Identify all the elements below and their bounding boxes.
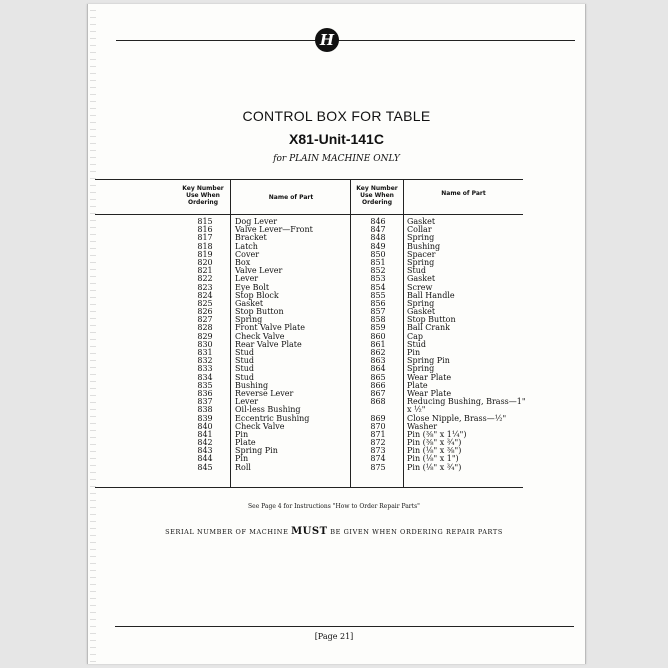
part-key-number: 845 xyxy=(197,462,213,472)
machine-note: for PLAIN MACHINE ONLY xyxy=(273,154,400,164)
part-key-number: 853 xyxy=(370,274,386,284)
part-name: Eccentric Bushing xyxy=(235,413,310,423)
part-key-number: 815 xyxy=(197,217,213,226)
part-key-number: 871 xyxy=(370,429,386,439)
part-name: Oil-less Bushing xyxy=(235,405,301,415)
company-logo-icon: H xyxy=(315,28,339,52)
part-name: Spring xyxy=(407,298,435,308)
part-name: Eye Bolt xyxy=(235,282,270,292)
part-key-number: 874 xyxy=(370,454,386,464)
part-name: Collar xyxy=(407,225,432,235)
part-key-number: 826 xyxy=(197,307,213,317)
part-name: Gasket xyxy=(235,298,264,308)
part-key-number: 842 xyxy=(197,438,213,448)
part-name: Stud xyxy=(235,348,254,357)
part-name: Roll xyxy=(235,462,251,472)
part-key-number: 828 xyxy=(197,323,213,333)
part-name: Stud xyxy=(407,339,426,349)
part-key-number: 867 xyxy=(370,388,386,398)
part-name: Latch xyxy=(235,241,258,251)
part-name: Pin (⅛" x ⅜") xyxy=(407,446,462,456)
part-name: Spring Pin xyxy=(407,356,450,366)
part-key-number: 834 xyxy=(197,372,213,382)
part-name: Plate xyxy=(407,380,428,390)
header-line: Ordering xyxy=(187,199,218,206)
part-key-number: 836 xyxy=(197,388,213,398)
part-name: Ball Crank xyxy=(407,323,451,333)
part-key-number: 839 xyxy=(197,413,213,423)
page-number: [Page 21] xyxy=(314,632,354,641)
part-name: Check Valve xyxy=(235,331,285,341)
part-name: Pin (⅛" x 1") xyxy=(407,454,459,464)
part-name: Rear Valve Plate xyxy=(235,339,302,349)
page-title: CONTROL BOX FOR TABLE xyxy=(242,108,431,124)
part-name: Ball Handle xyxy=(407,290,455,300)
part-key-number: 873 xyxy=(370,446,386,456)
part-key-number: 837 xyxy=(197,397,213,407)
part-key-number: 849 xyxy=(370,241,386,251)
part-name: Stud xyxy=(235,364,254,374)
part-name-header: Name of Part xyxy=(268,194,314,201)
part-name: Screw xyxy=(407,282,433,292)
key-number-header xyxy=(175,185,231,206)
part-key-number: 831 xyxy=(197,348,213,357)
header-line: Use When xyxy=(186,192,220,199)
part-name: Pin xyxy=(235,429,249,439)
part-key-number: 816 xyxy=(197,225,213,235)
table-bottom-rule xyxy=(95,487,523,488)
part-key-number: 833 xyxy=(197,364,213,374)
key-number-header xyxy=(351,185,403,206)
serial-notice xyxy=(0,526,668,537)
part-key-number: 856 xyxy=(370,298,386,308)
part-key-number: 838 xyxy=(197,405,213,415)
table-top-rule xyxy=(95,179,523,180)
part-name: Spring xyxy=(407,257,435,267)
part-name: Cap xyxy=(407,331,424,341)
part-key-number: 870 xyxy=(370,421,386,431)
part-name: Pin xyxy=(407,348,421,357)
part-key-number: 850 xyxy=(370,249,386,259)
part-key-number: 829 xyxy=(197,331,213,341)
header-line: Use When xyxy=(360,192,394,199)
part-key-number: 868 xyxy=(370,397,386,407)
part-name: Stud xyxy=(235,372,254,382)
bottom-rule xyxy=(115,626,574,627)
part-name: Bracket xyxy=(235,233,267,243)
part-name: Dog Lever xyxy=(235,217,278,226)
part-key-number: 855 xyxy=(370,290,386,300)
part-name: Reducing Bushing, Brass—1" xyxy=(407,397,526,407)
part-name: Stop Button xyxy=(407,315,456,325)
serial-emphasis: MUST xyxy=(291,526,328,537)
table-header-rule xyxy=(95,214,523,215)
top-rule xyxy=(116,40,575,41)
serial-notice-text: BE GIVEN WHEN ORDERING REPAIR PARTS xyxy=(330,528,503,536)
part-key-number: 830 xyxy=(197,339,213,349)
part-key-number: 841 xyxy=(197,429,213,439)
part-key-number: 860 xyxy=(370,331,386,341)
part-key-number: 835 xyxy=(197,380,213,390)
part-key-number: 820 xyxy=(197,257,213,267)
part-name: Stud xyxy=(407,266,426,276)
instructions-note: See Page 4 for Instructions "How to Order Repair Parts" xyxy=(248,503,420,510)
part-name: Wear Plate xyxy=(407,388,452,398)
part-name: Valve Lever—Front xyxy=(235,225,313,235)
left-key-column xyxy=(190,218,220,472)
part-key-number: 832 xyxy=(197,356,213,366)
part-name: Wear Plate xyxy=(407,372,452,382)
part-name: Close Nipple, Brass—½" xyxy=(407,413,507,423)
part-key-number: 827 xyxy=(197,315,213,325)
part-name-header: Name of Part xyxy=(441,190,486,197)
part-name: Valve Lever xyxy=(235,266,283,276)
part-key-number: 818 xyxy=(197,241,213,251)
part-name: x ½" xyxy=(407,405,426,415)
part-name: Spring xyxy=(407,233,435,243)
table-divider xyxy=(350,179,351,487)
left-name-column xyxy=(235,218,313,472)
part-key-number: 825 xyxy=(197,298,213,308)
part-name: Check Valve xyxy=(235,421,285,431)
serial-notice-text: SERIAL NUMBER OF MACHINE xyxy=(165,528,289,536)
part-name: Gasket xyxy=(407,217,436,226)
part-key-number: 844 xyxy=(197,454,213,464)
part-name: Plate xyxy=(235,438,256,448)
part-key-number: 848 xyxy=(370,233,386,243)
part-name: Pin (⅜" x ¾") xyxy=(407,438,462,448)
part-name: Washer xyxy=(407,421,438,431)
part-name: Spring Pin xyxy=(235,446,278,456)
part-key-number: 823 xyxy=(197,282,213,292)
part-name: Cover xyxy=(235,249,260,259)
header-line: Ordering xyxy=(361,199,392,206)
part-key-number: 822 xyxy=(197,274,213,284)
part-name: Spring xyxy=(407,364,435,374)
header-line: Key Number xyxy=(182,185,224,192)
binding-holes xyxy=(90,4,96,664)
part-name: Bushing xyxy=(407,241,441,251)
part-name: Gasket xyxy=(407,307,436,317)
part-name: Bushing xyxy=(235,380,269,390)
part-name: Lever xyxy=(235,397,259,407)
part-key-number: 854 xyxy=(370,282,386,292)
header-line: Key Number xyxy=(356,185,398,192)
part-key-number: 843 xyxy=(197,446,213,456)
table-divider xyxy=(230,179,231,487)
part-name: Pin xyxy=(235,454,249,464)
part-key-number: 840 xyxy=(197,421,213,431)
part-key-number: 869 xyxy=(370,413,386,423)
part-key-number: 852 xyxy=(370,266,386,276)
unit-number: X81-Unit-141C xyxy=(289,131,384,147)
part-key-number: 864 xyxy=(370,364,386,374)
part-key-number: 846 xyxy=(370,217,386,226)
part-key-number: 824 xyxy=(197,290,213,300)
part-key-number: 866 xyxy=(370,380,386,390)
part-key-number: 847 xyxy=(370,225,386,235)
part-name: Pin (⅜" x 1¼") xyxy=(407,429,467,439)
part-name: Spacer xyxy=(407,249,436,259)
part-key-number: 858 xyxy=(370,315,386,325)
part-key-number: 872 xyxy=(370,438,386,448)
part-name: Spring xyxy=(235,315,263,325)
part-key-number: 857 xyxy=(370,307,386,317)
part-name: Box xyxy=(235,257,251,267)
part-name: Gasket xyxy=(407,274,436,284)
part-name: Lever xyxy=(235,274,259,284)
part-name: Front Valve Plate xyxy=(235,323,305,333)
part-key-number: 817 xyxy=(197,233,213,243)
part-key-number: 821 xyxy=(197,266,213,276)
part-name: Stud xyxy=(235,356,254,366)
part-key-number: 861 xyxy=(370,339,386,349)
part-key-number: 863 xyxy=(370,356,386,366)
part-key-number: 859 xyxy=(370,323,386,333)
part-name: Stop Button xyxy=(235,307,284,317)
part-name: Reverse Lever xyxy=(235,388,294,398)
part-key-number: 819 xyxy=(197,249,213,259)
right-name-column xyxy=(407,218,526,472)
part-key-number: 865 xyxy=(370,372,386,382)
part-name: Pin (⅛" x ¾") xyxy=(407,462,462,472)
table-divider xyxy=(403,179,404,487)
part-key-number: 851 xyxy=(370,257,386,267)
right-key-column xyxy=(363,218,393,472)
part-key-number: 862 xyxy=(370,348,386,357)
part-name: Stop Block xyxy=(235,290,279,300)
part-key-number: 875 xyxy=(370,462,386,472)
